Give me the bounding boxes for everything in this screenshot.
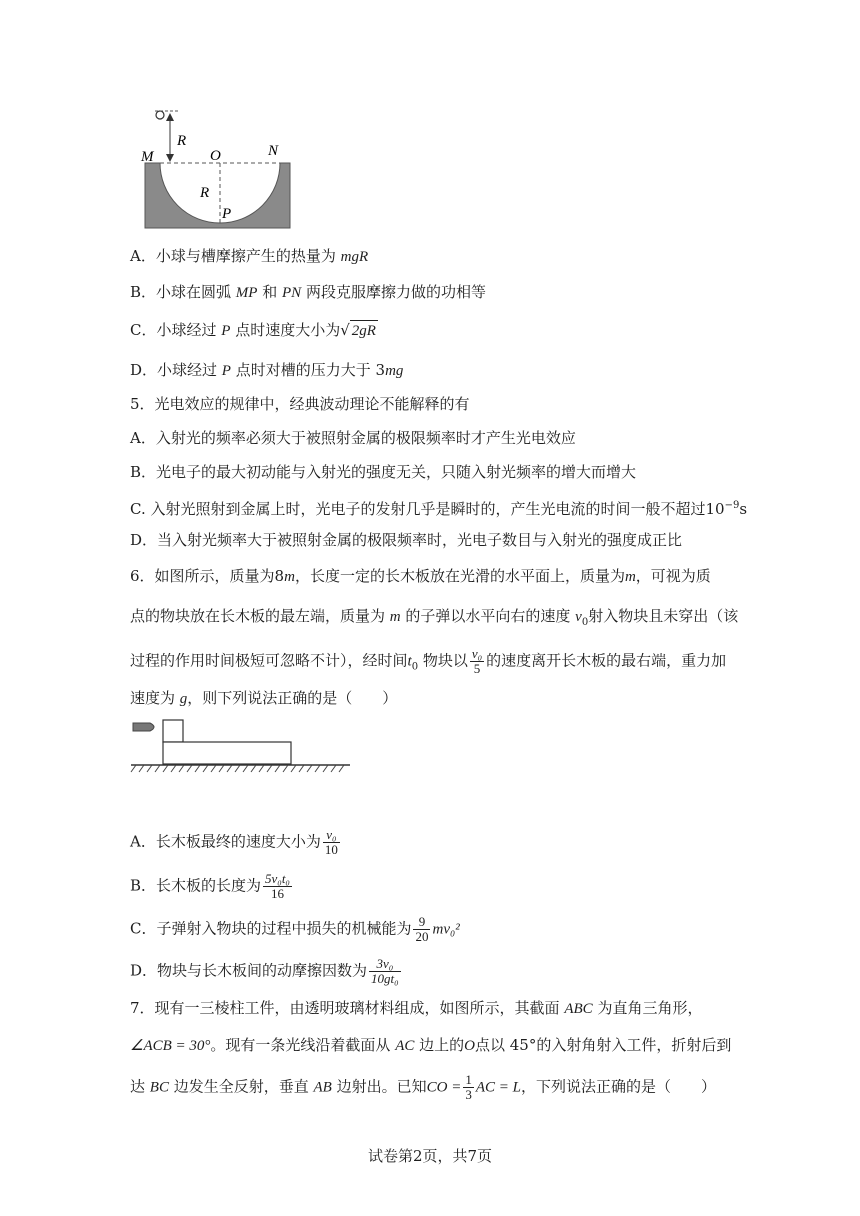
q6-option-d: D．物块与长木板间的动摩擦因数为 $\frac{\text{3v₀}}{\text{10gt₀}}$ — [130, 956, 399, 986]
q7-stem-line1: 7．现有一三棱柱工件，由透明玻璃材料组成，如图所示，其截面 ABC 为直角三角形， — [130, 999, 703, 1017]
q4-option-b: B．小球在圆弧 MP 和 PN 两段克服摩擦力做的功相等 — [130, 283, 486, 301]
q6-option-c: C．子弹射入物块的过程中损失的机械能为 $\frac{9}{20}$ mv₀² — [130, 914, 460, 944]
q6-option-a: A．长木板最终的速度大小为 $\frac{\text{v₀}}{10}$ — [130, 827, 338, 857]
q7-stem-line2: ∠ACB = 30°。现有一条光线沿着截面从 AC 边上的O点以 45°的入射角射入工件，折射后到 — [130, 1036, 732, 1054]
q6-stem-line2: 点的物块放在长木板的最左端，质量为 m 的子弹以水平向右的速度 $v_0$射入物块且未穿出（该 — [130, 607, 739, 628]
q4-option-c: C．小球经过 P 点时速度大小为√ 2gR — [130, 321, 376, 339]
q5-option-d: D．当入射光频率大于被照射金属的极限频率时，光电子数目与入射光的强度成正比 — [130, 531, 683, 549]
label-n: N — [268, 143, 279, 159]
board-figure — [128, 712, 353, 774]
label-r-mid: R — [200, 185, 210, 201]
label-o: O — [210, 148, 221, 164]
q4-option-d: D．小球经过 P 点时对槽的压力大于 3mg — [130, 361, 404, 379]
q4-option-a: A．小球与槽摩擦产生的热量为 mgR — [130, 247, 369, 265]
q5-stem: 5．光电效应的规律中，经典波动理论不能解释的有 — [130, 395, 470, 413]
q5-option-a: A．入射光的频率必须大于被照射金属的极限频率时才产生光电效应 — [130, 429, 576, 447]
q5-option-c: C. 入射光照射到金属上时，光电子的发射几乎是瞬时的，产生光电流的时间一般不超过$10^{-9}s$ — [130, 500, 748, 518]
label-p: P — [222, 206, 232, 222]
q6-stem-line3: 过程的作用时间极短可忽略不计），经时间$t_0$ 物块以 $\frac{\text{v₀}}{5}$ 的速度离开长木板的最右端，重力加 — [130, 646, 727, 676]
q6-option-b: B．长木板的长度为 $\frac{\text{5v₀t₀}}{16}$ — [130, 871, 290, 901]
q6-stem-line1: 6．如图所示，质量为8m，长度一定的长木板放在光滑的水平面上，质量为m，可视为质 — [130, 567, 711, 585]
page-footer: 试卷第2页，共7页 — [367, 1147, 493, 1165]
label-m: M — [141, 149, 154, 165]
groove-figure — [140, 105, 300, 235]
label-r-top: R — [177, 133, 187, 149]
q6-stem-line4: 速度为 g，则下列说法正确的是（ ） — [130, 689, 398, 707]
q7-stem-line3: 达 BC 边发生全反射，垂直 AB 边射出。已知CO = $\frac{1}{3}$ AC = L，下列说法正确的是（ ） — [130, 1072, 716, 1102]
q5-option-b: B．光电子的最大初动能与入射光的强度无关，只随入射光频率的增大而增大 — [130, 463, 637, 481]
